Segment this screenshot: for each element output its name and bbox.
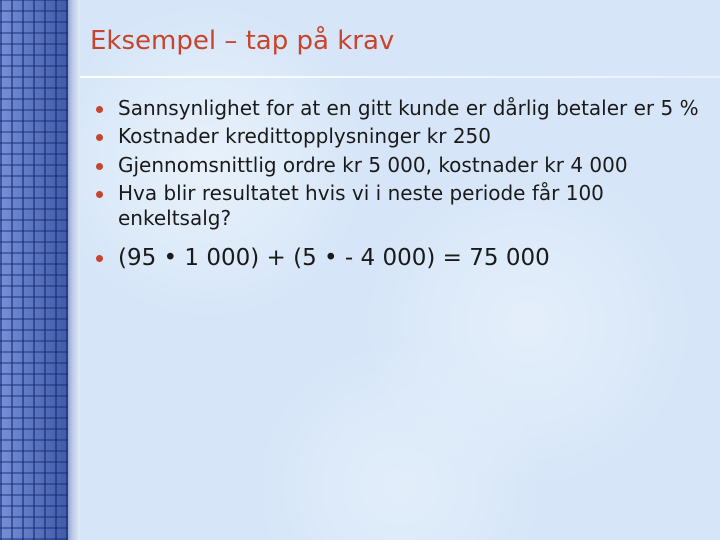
bullet-dot-icon xyxy=(96,163,103,170)
bullet-item xyxy=(96,124,701,148)
bullet-text: Sannsynlighet for at en gitt kunde er dårlig betaler er 5 % xyxy=(118,96,699,120)
bullet-text: Hva blir resultatet hvis vi i neste periode får 100 enkeltsalg? xyxy=(118,181,604,230)
slide-title: Eksempel – tap på krav xyxy=(90,26,395,56)
bullet-item xyxy=(96,181,701,230)
bullet-item-calculation xyxy=(96,244,701,272)
bullet-dot-icon xyxy=(96,134,103,141)
bullet-text: Kostnader kredittopplysninger kr 250 xyxy=(118,124,491,149)
bullet-list xyxy=(96,96,701,276)
bullet-item xyxy=(96,96,701,120)
bullet-item xyxy=(96,153,701,177)
bullet-text: (95 • 1 000) + (5 • - 4 000) = 75 000 xyxy=(118,244,550,271)
bullet-dot-icon xyxy=(96,255,103,262)
title-divider xyxy=(80,76,720,78)
decorative-left-band xyxy=(0,0,68,540)
decorative-separator xyxy=(68,0,80,540)
bullet-dot-icon xyxy=(96,191,103,198)
bullet-text: Gjennomsnittlig ordre kr 5 000, kostnader kr 4 000 xyxy=(118,152,628,177)
bullet-dot-icon xyxy=(96,106,103,113)
